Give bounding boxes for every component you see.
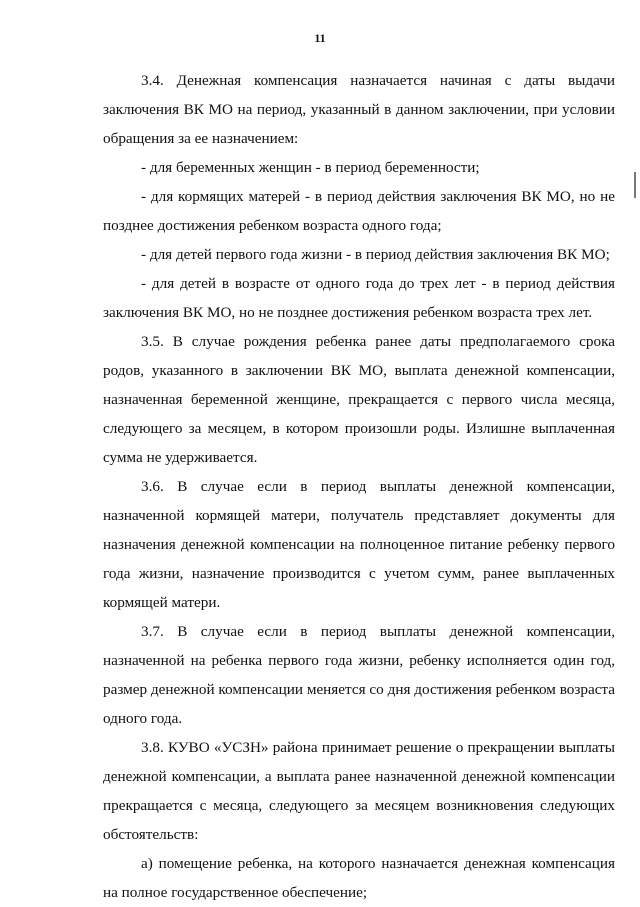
list-item-nursing-mothers: - для кормящих матерей - в период действия заключения ВК МО, но не позднее достижения ребенком возраста одного года; (103, 188, 615, 234)
paragraph-3-4: 3.4. Денежная компенсация назначается начиная с даты выдачи заключения ВК МО на период, указанный в данном заключении, при условии обращения за ее назначением: (103, 72, 615, 147)
scan-edge-mark (634, 172, 636, 198)
paragraph-3-7: 3.7. В случае если в период выплаты денежной компенсации, назначенной на ребенка первого года жизни, ребенку исполняется один год, размер денежной компенсации меняется со дня достижения ребенком возраста одного года. (103, 623, 615, 727)
list-item-state-support: а) помещение ребенка, на которого назначается денежная компенсация на полное государственное обеспечение; (103, 855, 615, 901)
document-body (103, 66, 615, 907)
paragraph-3-8: 3.8. КУВО «УСЗН» района принимает решение о прекращении выплаты денежной компенсации, а выплата ранее назначенной денежной компенсации прекращается с месяца, следующего за месяцем возникновения следующих обстоятельств: (103, 739, 615, 843)
list-item-pregnant-women: - для беременных женщин - в период беременности; (141, 159, 480, 176)
list-item-first-year-children: - для детей первого года жизни - в период действия заключения ВК МО; (141, 246, 610, 263)
page-number: 11 (314, 31, 326, 45)
paragraph-3-5: 3.5. В случае рождения ребенка ранее даты предполагаемого срока родов, указанного в заключении ВК МО, выплата денежной компенсации, назначенная беременной женщине, прекращается с первого числа месяца, следующего за месяцем, в котором произошли роды. Излишне выплаченная сумма не удерживается. (103, 333, 615, 466)
list-item-children-one-to-three: - для детей в возрасте от одного года до трех лет - в период действия заключения ВК МО, но не позднее достижения ребенком возраста трех лет. (103, 275, 615, 321)
paragraph-3-6: 3.6. В случае если в период выплаты денежной компенсации, назначенной кормящей матери, получатель представляет документы для назначения денежной компенсации на полноценное питание ребенку первого года жизни, назначение производится с учетом сумм, ранее выплаченных кормящей матери. (103, 478, 615, 611)
